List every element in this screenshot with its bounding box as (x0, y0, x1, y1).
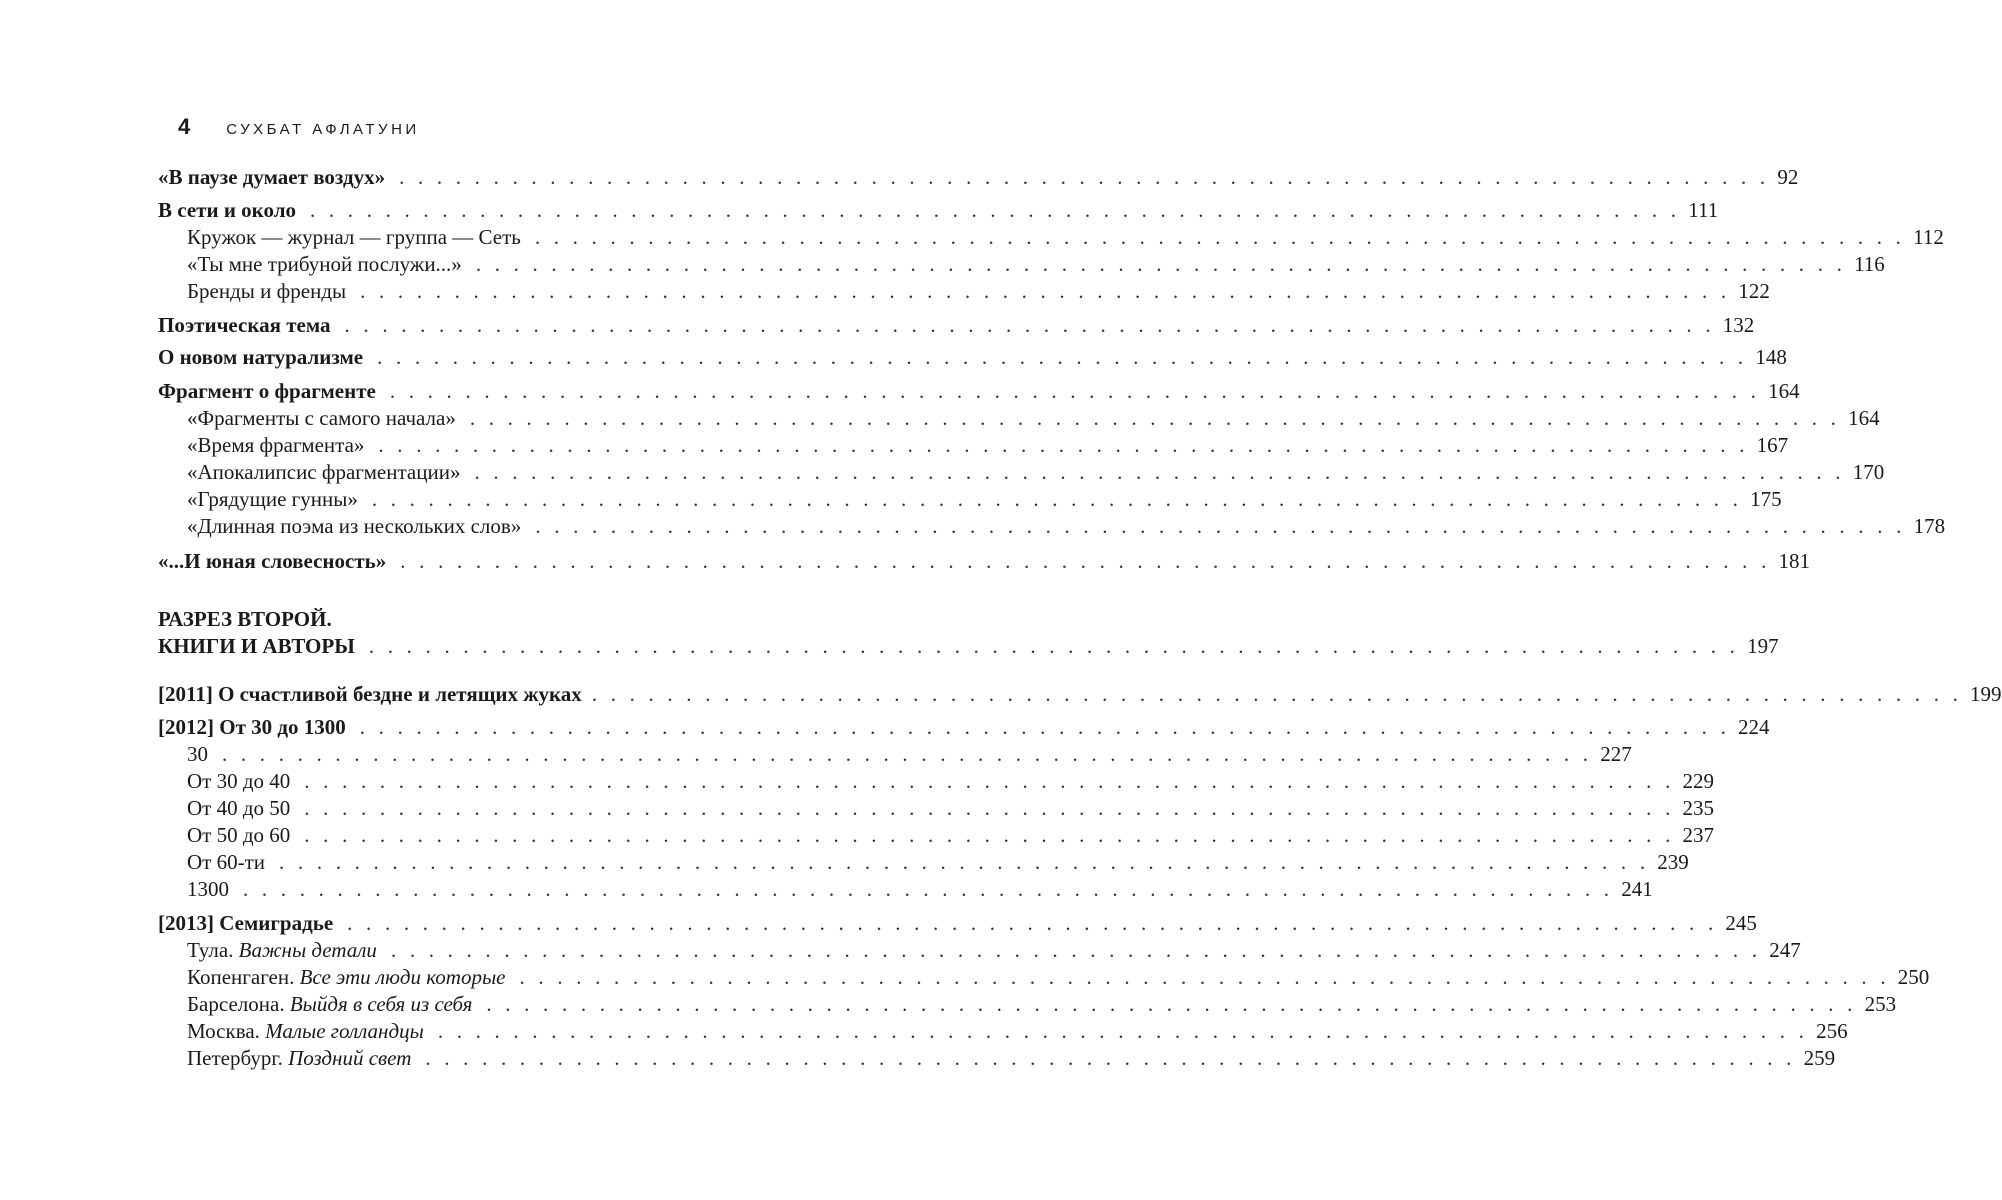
toc-leader: . . . . . . . . . . . . . . . . . . . . . . . . . . . . . . . . . . . . . . . . . . . . . . . . . . . . . . . . . . . . . . . . . . . . . . . . . (390, 938, 1762, 962)
toc-entry-page: 116 (1854, 252, 1885, 276)
toc-entry-title: 1300 (187, 877, 229, 901)
toc-entry-title: От 40 до 50 (187, 796, 291, 820)
toc-entry-page: 235 (1682, 796, 1715, 820)
toc-leader: . . . . . . . . . . . . . . . . . . . . . . . . . . . . . . . . . . . . . . . . . . . . . . . . . . . . . . . . . . . . . . . . . . . . . . . . . (474, 460, 1845, 484)
toc-leader: . . . . . . . . . . . . . . . . . . . . . . . . . . . . . . . . . . . . . . . . . . . . . . . . . . . . . . . . . . . . . . . . . . . . . . . . . (378, 433, 1749, 457)
toc-leader: . . . . . . . . . . . . . . . . . . . . . . . . . . . . . . . . . . . . . . . . . . . . . . . . . . . . . . . . . . . . . . . . . . . . . . . . . (486, 992, 1857, 1016)
toc-subentry (187, 741, 1632, 768)
toc-entry-page: 164 (1848, 406, 1880, 430)
section-heading-entry (158, 633, 1779, 660)
toc-subentry (187, 1045, 1836, 1072)
section-heading-line1: РАЗРЕЗ ВТОРОЙ. (158, 607, 332, 631)
toc-entry-page: 250 (1897, 965, 1930, 989)
toc-subentry (187, 768, 1715, 795)
section-page: 197 (1747, 634, 1779, 658)
toc-leader: . . . . . . . . . . . . . . . . . . . . . . . . . . . . . . . . . . . . . . . . . . . . . . . . . . . . . . . . . . . . . . . . . . . . . . . . . (359, 715, 1731, 739)
toc-entry-page: 164 (1768, 379, 1800, 403)
toc-subentry (187, 513, 1946, 540)
toc-entry-subtitle: Малые голландцы (265, 1019, 424, 1043)
toc-leader: . . . . . . . . . . . . . . . . . . . . . . . . . . . . . . . . . . . . . . . . . . . . . . . . . . . . . . . . . . . . . . . . . . . . . . . . . (304, 823, 1675, 847)
toc-entry-city: Москва. (187, 1019, 260, 1043)
toc-leader: . . . . . . . . . . . . . . . . . . . . . . . . . . . . . . . . . . . . . . . . . . . . . . . . . . . . . . . . . . . . . . . . . . . . . . . . . (535, 514, 1906, 538)
toc-leader: . . . . . . . . . . . . . . . . . . . . . . . . . . . . . . . . . . . . . . . . . . . . . . . . . . . . . . . . . . . . . . . . . . . . . . . . . (425, 1046, 1796, 1070)
toc-entry-title: «Ты мне трибуной послужи...» (187, 252, 462, 276)
toc-leader: . . . . . . . . . . . . . . . . . . . . . . . . . . . . . . . . . . . . . . . . . . . . . . . . . . . . . . . . . . . . . . . . . . . . . . . . . (534, 225, 1906, 249)
author-name: СУХБАТ АФЛАТУНИ (226, 121, 420, 138)
toc-entry-subtitle: Выйдя в себя из себя (289, 992, 473, 1016)
toc-leader: . . . . . . . . . . . . . . . . . . . . . . . . . . . . . . . . . . . . . . . . . . . . . . . . . . . . . . . . . . . . . . . . . . . . . . . . . (437, 1019, 1809, 1043)
toc-entry (158, 681, 2002, 708)
toc-entry (158, 714, 1770, 741)
toc-entry-page: 175 (1750, 487, 1782, 511)
toc-entry-page: 239 (1657, 850, 1689, 874)
toc-entry-page: 227 (1600, 742, 1632, 766)
toc-subentry (187, 278, 1770, 305)
toc-subentry (187, 432, 1789, 459)
toc-entry-page: 132 (1722, 313, 1755, 337)
toc-leader: . . . . . . . . . . . . . . . . . . . . . . . . . . . . . . . . . . . . . . . . . . . . . . . . . . . . . . . . . . . . . . . . . . . . . . . . . (475, 252, 1847, 276)
toc-entry-subtitle: Важны детали (238, 938, 377, 962)
toc-leader: . . . . . . . . . . . . . . . . . . . . . . . . . . . . . . . . . . . . . . . . . . . . . . . . . . . . . . . . . . . . . . . . . . . . . . . . . (368, 634, 1740, 658)
toc-entry-city: Копенгаген. (187, 965, 295, 989)
toc-entry-page: 122 (1738, 279, 1770, 303)
toc-entry-title: «Фрагменты с самого начала» (187, 406, 456, 430)
toc-entry-title: [2011] О счастливой бездне и летящих жуках (158, 682, 582, 706)
toc-subentry (187, 224, 1944, 251)
toc-entry-title-group (187, 1018, 424, 1045)
toc-entry-title-group (187, 991, 472, 1018)
section-heading-line2: КНИГИ И АВТОРЫ (158, 634, 355, 658)
toc-entry-page: 92 (1777, 165, 1799, 189)
toc-entry-title: Фрагмент о фрагменте (158, 379, 376, 403)
toc-entry-title-group (187, 1045, 411, 1072)
toc-leader: . . . . . . . . . . . . . . . . . . . . . . . . . . . . . . . . . . . . . . . . . . . . . . . . . . . . . . . . . . . . . . . . . . . . . . . . . (360, 279, 1731, 303)
toc-entry-city: Петербург. (187, 1046, 283, 1070)
toc-subentry (187, 937, 1801, 964)
toc-entry-page: 229 (1682, 769, 1715, 793)
toc-subentry (187, 405, 1880, 432)
toc-entry-subtitle: Поздний свет (288, 1046, 412, 1070)
toc-leader: . . . . . . . . . . . . . . . . . . . . . . . . . . . . . . . . . . . . . . . . . . . . . . . . . . . . . . . . . . . . . . . . . . . . . . . . . (399, 165, 1770, 189)
toc-entry-subtitle: Все эти люди которые (299, 965, 506, 989)
toc-leader: . . . . . . . . . . . . . . . . . . . . . . . . . . . . . . . . . . . . . . . . . . . . . . . . . . . . . . . . . . . . . . . . . . . . . . . . . (304, 796, 1675, 820)
toc-entry-title: О новом натурализме (158, 345, 364, 369)
toc-entry-title: Поэтическая тема (158, 313, 331, 337)
toc-entry-title: «Грядущие гунны» (187, 487, 358, 511)
toc-entry-title-group (187, 964, 506, 991)
toc-entry-title: Бренды и френды (187, 279, 347, 303)
toc-entry-page: 253 (1864, 992, 1897, 1016)
toc-entry-page: 111 (1688, 198, 1719, 222)
toc-entry-page: 181 (1778, 549, 1811, 573)
toc-entry-page: 241 (1621, 877, 1653, 901)
toc-entry-title-group (187, 937, 377, 964)
toc-subentry (187, 876, 1653, 903)
toc-subentry (187, 1018, 1848, 1045)
toc-leader: . . . . . . . . . . . . . . . . . . . . . . . . . . . . . . . . . . . . . . . . . . . . . . . . . . . . . . . . . . . . . . . . . . . . . . . . . (389, 379, 1761, 403)
toc-entry-title: От 50 до 60 (187, 823, 291, 847)
toc-leader: . . . . . . . . . . . . . . . . . . . . . . . . . . . . . . . . . . . . . . . . . . . . . . . . . . . . . . . . . . . . . . . . . . . . . . . . . (222, 742, 1593, 766)
toc-entry-title: «Апокалипсис фрагментации» (187, 460, 461, 484)
toc-subentry (187, 822, 1715, 849)
toc-entry (158, 910, 1757, 937)
toc-entry-page: 256 (1816, 1019, 1848, 1043)
toc-subentry (187, 795, 1715, 822)
toc-entry-page: 148 (1755, 345, 1787, 369)
toc-entry (158, 344, 1787, 371)
toc-entry (158, 312, 1755, 339)
toc-entry-page: 112 (1913, 225, 1944, 249)
toc-subentry (187, 991, 1897, 1018)
toc-leader: . . . . . . . . . . . . . . . . . . . . . . . . . . . . . . . . . . . . . . . . . . . . . . . . . . . . . . . . . . . . . . . . . . . . . . . . . (519, 965, 1890, 989)
toc-entry-title: «Длинная поэма из нескольких слов» (187, 514, 522, 538)
toc-entry-page: 224 (1738, 715, 1770, 739)
toc-entry-page: 259 (1803, 1046, 1836, 1070)
toc-leader: . . . . . . . . . . . . . . . . . . . . . . . . . . . . . . . . . . . . . . . . . . . . . . . . . . . . . . . . . . . . . . . . . . . . . . . . . (469, 406, 1841, 430)
toc-subentry (187, 849, 1689, 876)
toc-entry-title: «Время фрагмента» (187, 433, 365, 457)
toc-leader: . . . . . . . . . . . . . . . . . . . . . . . . . . . . . . . . . . . . . . . . . . . . . . . . . . . . . . . . . . . . . . . . . . . . . . . . . (304, 769, 1675, 793)
toc-entry-page: 247 (1769, 938, 1801, 962)
toc-entry (158, 548, 1811, 575)
toc-entry (158, 164, 1799, 191)
toc-entry (158, 378, 1800, 405)
toc-entry-title: От 60-ти (187, 850, 266, 874)
toc-entry-title: 30 (187, 742, 208, 766)
toc-entry (158, 197, 1719, 224)
toc-entry-title: [2012] От 30 до 1300 (158, 715, 346, 739)
toc-leader: . . . . . . . . . . . . . . . . . . . . . . . . . . . . . . . . . . . . . . . . . . . . . . . . . . . . . . . . . . . . . . . . . . . . . . . . . (243, 877, 1614, 901)
toc-entry-city: Барселона. (187, 992, 285, 1016)
toc-leader: . . . . . . . . . . . . . . . . . . . . . . . . . . . . . . . . . . . . . . . . . . . . . . . . . . . . . . . . . . . . . . . . . . . . . . . . . (371, 487, 1743, 511)
toc-entry-title: «...И юная словесность» (158, 549, 387, 573)
toc-entry-page: 237 (1682, 823, 1715, 847)
toc-leader: . . . . . . . . . . . . . . . . . . . . . . . . . . . . . . . . . . . . . . . . . . . . . . . . . . . . . . . . . . . . . . . . . . . . . . . . . (344, 313, 1715, 337)
toc-entry-page: 178 (1913, 514, 1946, 538)
toc-leader: . . . . . . . . . . . . . . . . . . . . . . . . . . . . . . . . . . . . . . . . . . . . . . . . . . . . . . . . . . . . . . . . . . . . . . . . . (279, 850, 1650, 874)
toc-leader: . . . . . . . . . . . . . . . . . . . . . . . . . . . . . . . . . . . . . . . . . . . . . . . . . . . . . . . . . . . . . . . . . . . . . . . . . (377, 345, 1748, 369)
toc-subentry (187, 251, 1885, 278)
toc-entry-title: «В паузе думает воздух» (158, 165, 386, 189)
toc-entry-title: В сети и около (158, 198, 296, 222)
page-number: 4 (178, 114, 191, 139)
toc-entry-title: [2013] Семиградье (158, 911, 334, 935)
toc-entry-page: 167 (1756, 433, 1789, 457)
running-head (178, 114, 420, 140)
toc-entry-city: Тула. (187, 938, 234, 962)
toc-subentry (187, 486, 1782, 513)
toc-subentry (187, 964, 1930, 991)
toc-entry-page: 170 (1852, 460, 1885, 484)
toc-leader: . . . . . . . . . . . . . . . . . . . . . . . . . . . . . . . . . . . . . . . . . . . . . . . . . . . . . . . . . . . . . . . . . . . . . . . . . (347, 911, 1718, 935)
toc-leader: . . . . . . . . . . . . . . . . . . . . . . . . . . . . . . . . . . . . . . . . . . . . . . . . . . . . . . . . . . . . . . . . . . . . . . . . . (591, 682, 1963, 706)
toc-subentry (187, 459, 1885, 486)
toc-entry-page: 245 (1725, 911, 1757, 935)
toc-entry-title: От 30 до 40 (187, 769, 291, 793)
toc-entry-title: Кружок — журнал — группа — Сеть (187, 225, 521, 249)
toc-entry-page: 199 (1970, 682, 2002, 706)
toc-leader: . . . . . . . . . . . . . . . . . . . . . . . . . . . . . . . . . . . . . . . . . . . . . . . . . . . . . . . . . . . . . . . . . . . . . . . . . (310, 198, 1681, 222)
toc-leader: . . . . . . . . . . . . . . . . . . . . . . . . . . . . . . . . . . . . . . . . . . . . . . . . . . . . . . . . . . . . . . . . . . . . . . . . . (400, 549, 1771, 573)
